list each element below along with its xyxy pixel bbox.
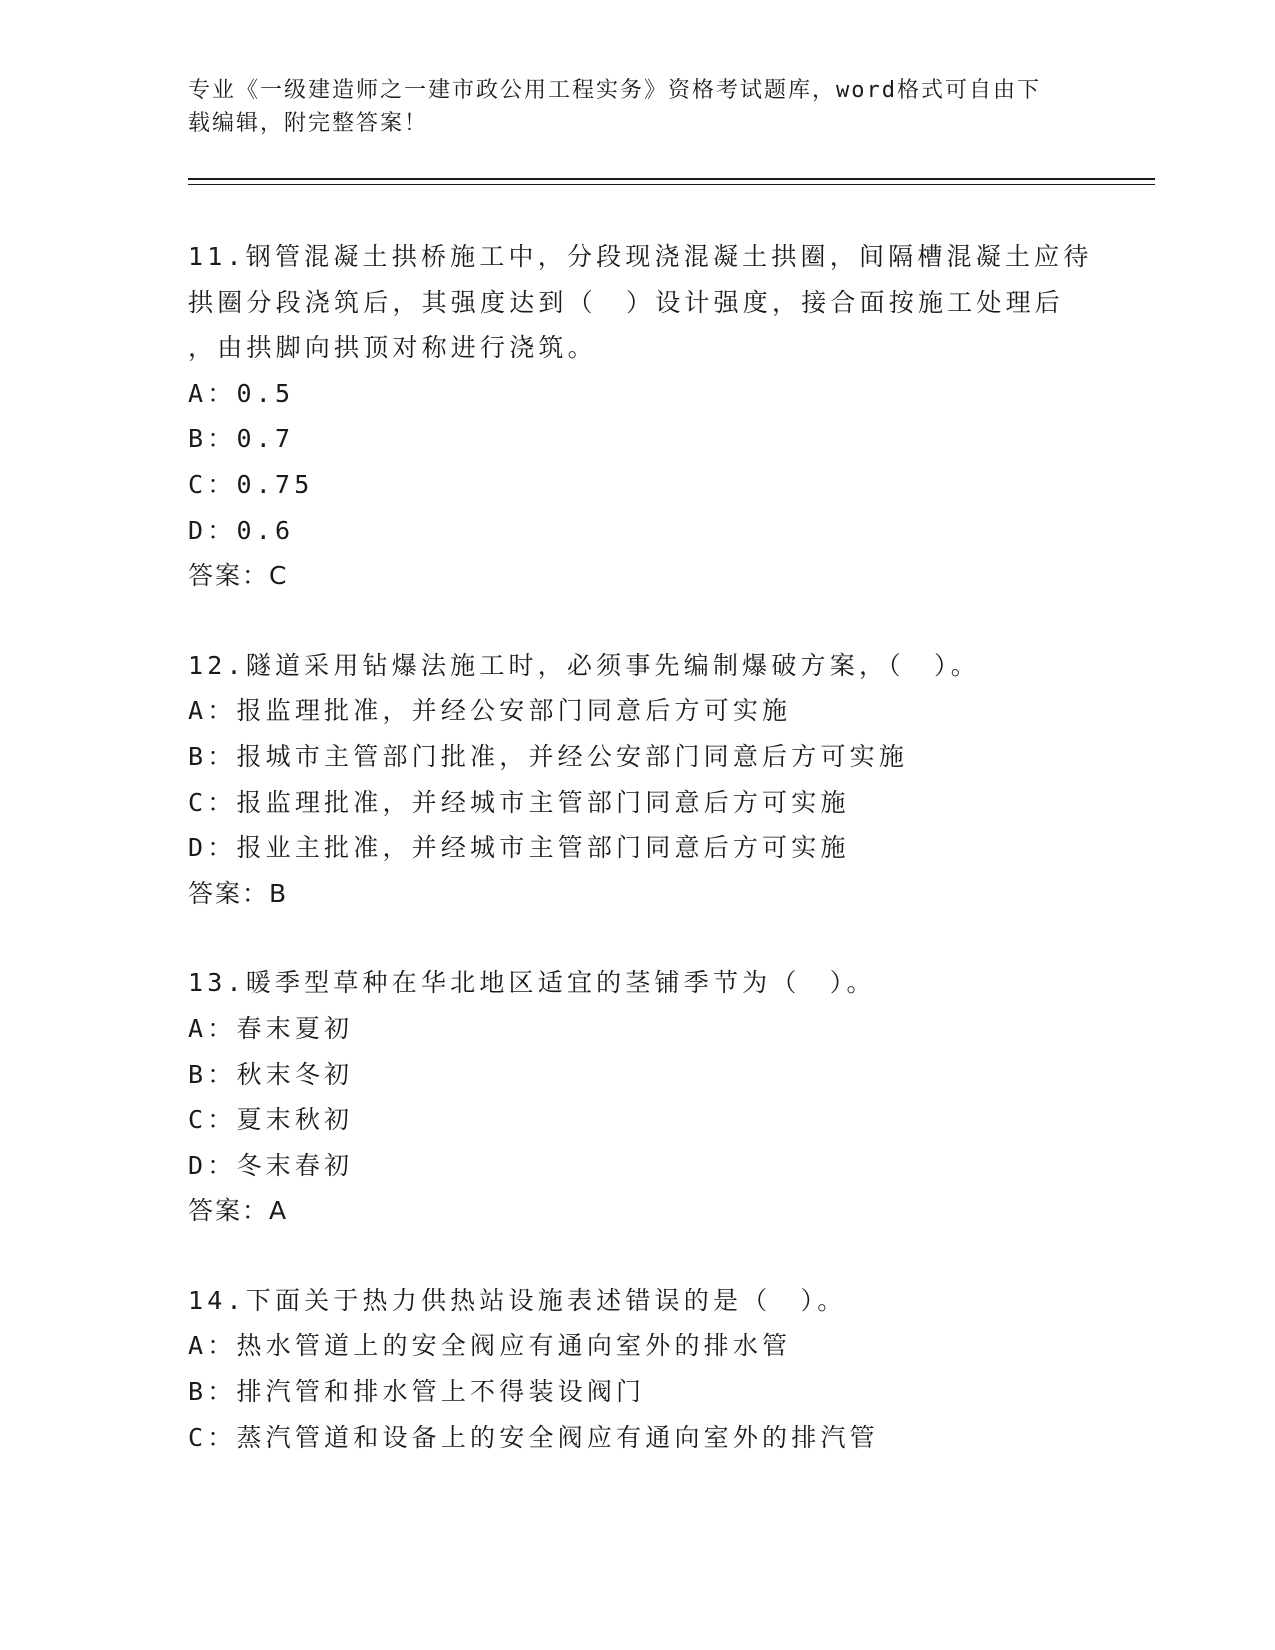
document-header <box>188 74 1068 140</box>
option-a: A：0.5 <box>188 378 295 408</box>
question-stem-line: 14.下面关于热力供热站设施表述错误的是（ ）。 <box>188 1285 847 1315</box>
question-12 <box>188 643 1088 917</box>
question-stem-line: 拱圈分段浇筑后，其强度达到（ ）设计强度，接合面按施工处理后 <box>188 287 1065 317</box>
answer-line <box>188 553 1088 599</box>
question-stem-line: 11.钢管混凝土拱桥施工中，分段现浇混凝土拱圈，间隔槽混凝土应待 <box>188 242 1093 271</box>
option-b: B：排汽管和排水管上不得装设阀门 <box>188 1377 646 1407</box>
answer-label: 答案： <box>188 1196 270 1226</box>
question-11 <box>188 234 1093 599</box>
option-d: D：冬末春初 <box>188 1150 354 1180</box>
option-b: B：秋末冬初 <box>188 1059 354 1089</box>
option-c: C：蒸汽管道和设备上的安全阀应有通向室外的排汽管 <box>188 1422 879 1452</box>
option-c: C：报监理批准，并经城市主管部门同意后方可实施 <box>188 787 850 817</box>
question-13 <box>188 960 1088 1234</box>
question-list <box>188 234 1093 1504</box>
answer-value: A <box>269 1196 287 1226</box>
option-d: D：0.6 <box>188 515 295 545</box>
answer-value: B <box>269 878 287 908</box>
header-line-1: 专业《一级建造师之一建市政公用工程实务》资格考试题库，word格式可自由下 <box>188 78 1041 103</box>
option-c: C：0.75 <box>188 469 314 499</box>
option-a: A：春末夏初 <box>188 1013 354 1043</box>
option-a: A：热水管道上的安全阀应有通向室外的排水管 <box>188 1331 792 1361</box>
answer-label: 答案： <box>188 878 270 908</box>
header-line-2: 载编辑，附完整答案！ <box>188 111 429 136</box>
option-b: B：0.7 <box>188 424 295 454</box>
option-c: C：夏末秋初 <box>188 1105 354 1135</box>
answer-value: C <box>269 561 287 591</box>
question-14 <box>188 1278 1088 1460</box>
question-stem-line: 12.隧道采用钻爆法施工时，必须事先编制爆破方案，（ ）。 <box>188 650 980 680</box>
option-d: D：报业主批准，并经城市主管部门同意后方可实施 <box>188 833 850 863</box>
option-b: B：报城市主管部门批准，并经公安部门同意后方可实施 <box>188 741 909 771</box>
question-stem-line: 13.暖季型草种在华北地区适宜的茎铺季节为（ ）。 <box>188 968 876 998</box>
header-divider-thin <box>188 184 1155 185</box>
option-a: A：报监理批准，并经公安部门同意后方可实施 <box>188 696 792 726</box>
answer-label: 答案： <box>188 561 270 591</box>
answer-line <box>188 871 1088 917</box>
header-divider-thick <box>188 178 1155 180</box>
question-stem-line: ，由拱脚向拱顶对称进行浇筑。 <box>188 333 597 363</box>
answer-line <box>188 1188 1088 1234</box>
